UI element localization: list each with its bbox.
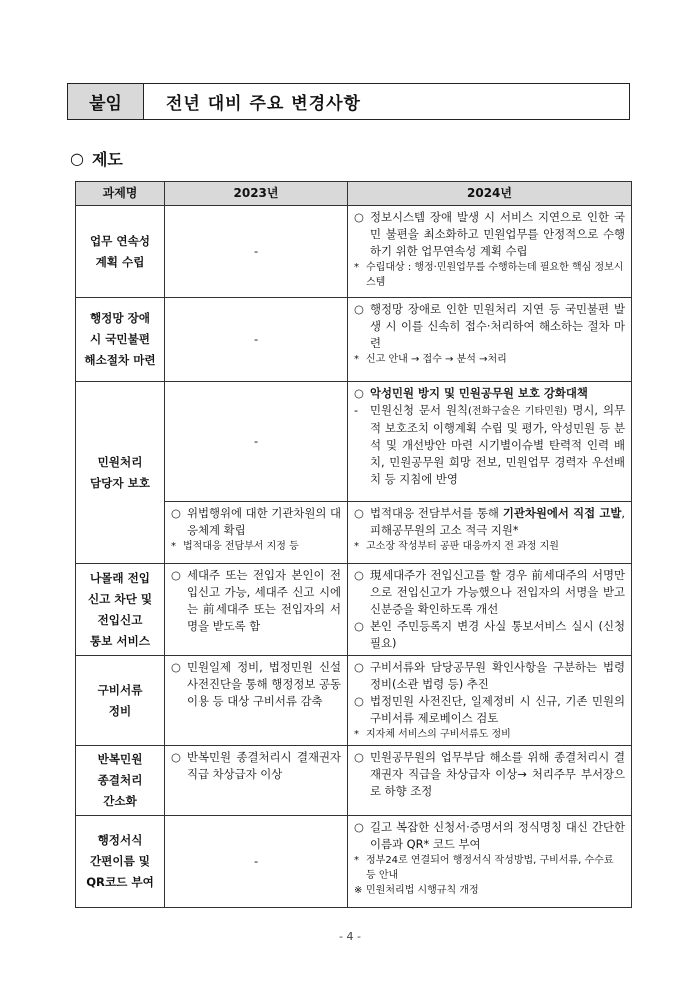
circle-mark: ○	[354, 386, 364, 400]
item-text: 길고 복잡한 신청서·증명서의 정식명칭 대신 간단한 이름과 QR* 코드 부여	[370, 820, 625, 851]
circle-mark: ○	[354, 694, 364, 708]
page-number: - 4 -	[339, 930, 361, 943]
sub-lead: 민원신청 문서 원칙	[370, 403, 469, 417]
note-text: 수립대상 : 행정·민원업무를 수행하는데 필요한 핵심 정보시스템	[366, 262, 624, 288]
text-part: , 피해공무원의 고소 적극 지원*	[370, 506, 626, 537]
note-text: 신고 안내 → 접수 → 분석 →처리	[366, 354, 507, 365]
item-text	[370, 402, 625, 488]
cell-2024	[348, 564, 632, 656]
sub-small: (전화구술은 기타민원)	[468, 406, 568, 417]
item-text: 세대주 또는 전입자 본인이 전입신고 가능, 세대주 신고 시에는 前세대주 또는 전입자의 서명을 받도록 함	[187, 568, 341, 633]
cell-2024	[348, 746, 632, 816]
circle-mark: ○	[354, 210, 364, 224]
table-row	[76, 206, 632, 298]
reference-mark: ※	[354, 885, 363, 896]
circle-mark: ○	[171, 506, 181, 520]
col-header-task: 과제명	[76, 182, 165, 206]
header-tag: 붙임	[68, 84, 144, 119]
cell-2024	[348, 298, 632, 382]
text-part: 법적대응 전담부서를 통해	[370, 506, 503, 520]
circle-mark: ○	[354, 820, 364, 834]
table-row	[76, 656, 632, 746]
section-bullet: ○	[70, 149, 84, 168]
table-row	[76, 746, 632, 816]
cell-2023: -	[165, 206, 348, 298]
cell-2023: -	[165, 382, 348, 502]
cell-2023	[165, 746, 348, 816]
col-header-2024: 2024년	[348, 182, 632, 206]
task-name: 업무 연속성 계획 수립	[76, 206, 165, 298]
item-text: 위법행위에 대한 기관차원의 대응체계 확립	[187, 506, 341, 537]
item-text-bold: 악성민원 방지 및 민원공무원 보호 강화대책	[370, 386, 588, 400]
item-text: 정보시스템 장애 발생 시 서비스 지연으로 인한 국민 불편을 최소화하고 민원업무를 안정적으로 수행하기 위한 업무연속성 계획 수립	[370, 210, 625, 258]
task-name: 민원처리 담당자 보호	[76, 382, 165, 564]
table-row	[76, 382, 632, 502]
cell-2023: -	[165, 816, 348, 908]
note-text: 지자체 서비스의 구비서류도 정비	[366, 729, 511, 740]
task-name: 나몰래 전입 신고 차단 및 전입신고 통보 서비스	[76, 564, 165, 656]
changes-table	[75, 181, 632, 908]
circle-mark: ○	[354, 619, 364, 633]
cell-2024	[348, 206, 632, 298]
cell-2023: -	[165, 298, 348, 382]
circle-mark: ○	[171, 568, 181, 582]
star-mark: *	[354, 262, 359, 273]
cell-2024	[348, 656, 632, 746]
circle-mark: ○	[171, 750, 181, 764]
item-text: 법정민원 사전진단, 일제정비 시 신규, 기존 민원의 구비서류 제로베이스 검토	[370, 694, 625, 725]
item-text: 現세대주가 전입신고를 할 경우 前세대주의 서명만으로 전입신고가 가능했으나 전입자의 서명을 받고 신분증을 확인하도록 개선	[370, 568, 625, 616]
dash-mark: -	[354, 403, 359, 417]
cell-2024	[348, 502, 632, 564]
star-mark: *	[354, 855, 359, 866]
cell-2023	[165, 564, 348, 656]
cell-2023	[165, 502, 348, 564]
item-text: 민원공무원의 업무부담 해소를 위해 종결처리시 결재권자 직급을 차상급자 이상→ 처리주무 부서장으로 하향 조정	[370, 750, 625, 798]
page-header-box	[67, 83, 630, 120]
circle-mark: ○	[354, 750, 364, 764]
task-name: 행정망 장애 시 국민불편 해소절차 마련	[76, 298, 165, 382]
task-name: 반복민원 종결처리 간소화	[76, 746, 165, 816]
star-mark: *	[354, 354, 359, 365]
circle-mark: ○	[354, 302, 364, 316]
item-text: 구비서류와 담당공무원 확인사항을 구분하는 법령 정비(소관 법령 등) 추진	[370, 660, 625, 691]
circle-mark: ○	[354, 506, 364, 520]
star-mark: *	[354, 729, 359, 740]
task-name: 행정서식 간편이름 및 QR코드 부여	[76, 816, 165, 908]
note-text: 정부24로 연결되어 행정서식 작성방법, 구비서류, 수수료 등 안내	[366, 855, 614, 881]
sub-rest: 명시, 의무적 보호조치 이행계획 수립 및 평가, 악성민원 등 분석 및 개선방안 마련 시기별이슈별 탄력적 인력 배치, 민원공무원 희망 전보, 민원업무 경력자 우선배치 등 지침에 반영	[370, 403, 625, 486]
item-text: 반복민원 종결처리시 결재권자 직급 차상급자 이상	[187, 750, 341, 781]
table-row	[76, 564, 632, 656]
note-text: 민원처리법 시행규칙 개정	[366, 885, 479, 896]
item-text: 본인 주민등록지 변경 사실 통보서비스 실시 (신청 필요)	[370, 619, 625, 650]
star-mark: *	[354, 541, 359, 552]
section-title: 제도	[91, 150, 123, 169]
note-text: 법적대응 전담부서 지정 등	[183, 541, 299, 552]
star-mark: *	[171, 541, 176, 552]
table-row	[76, 816, 632, 908]
cell-2024	[348, 816, 632, 908]
circle-mark: ○	[171, 660, 181, 674]
circle-mark: ○	[354, 568, 364, 582]
table-row	[76, 298, 632, 382]
cell-2024	[348, 382, 632, 502]
item-text	[370, 505, 625, 539]
item-text: 민원일제 정비, 법정민원 신설 사전진단을 통해 행정정보 공동이용 등 대상 구비서류 감축	[187, 660, 341, 708]
cell-2023	[165, 656, 348, 746]
table-header-row	[76, 182, 632, 206]
section-heading	[70, 147, 123, 170]
page-title: 전년 대비 주요 변경사항	[166, 94, 361, 114]
task-name: 구비서류 정비	[76, 656, 165, 746]
col-header-2023: 2023년	[165, 182, 348, 206]
text-bold: 기관차원에서 직접 고발	[502, 506, 622, 520]
item-text: 행정망 장애로 인한 민원처리 지연 등 국민불편 발생 시 이를 신속히 접수·처리하여 해소하는 절차 마련	[370, 302, 625, 350]
circle-mark: ○	[354, 660, 364, 674]
note-text: 고소장 작성부터 공판 대응까지 전 과정 지원	[366, 541, 559, 552]
